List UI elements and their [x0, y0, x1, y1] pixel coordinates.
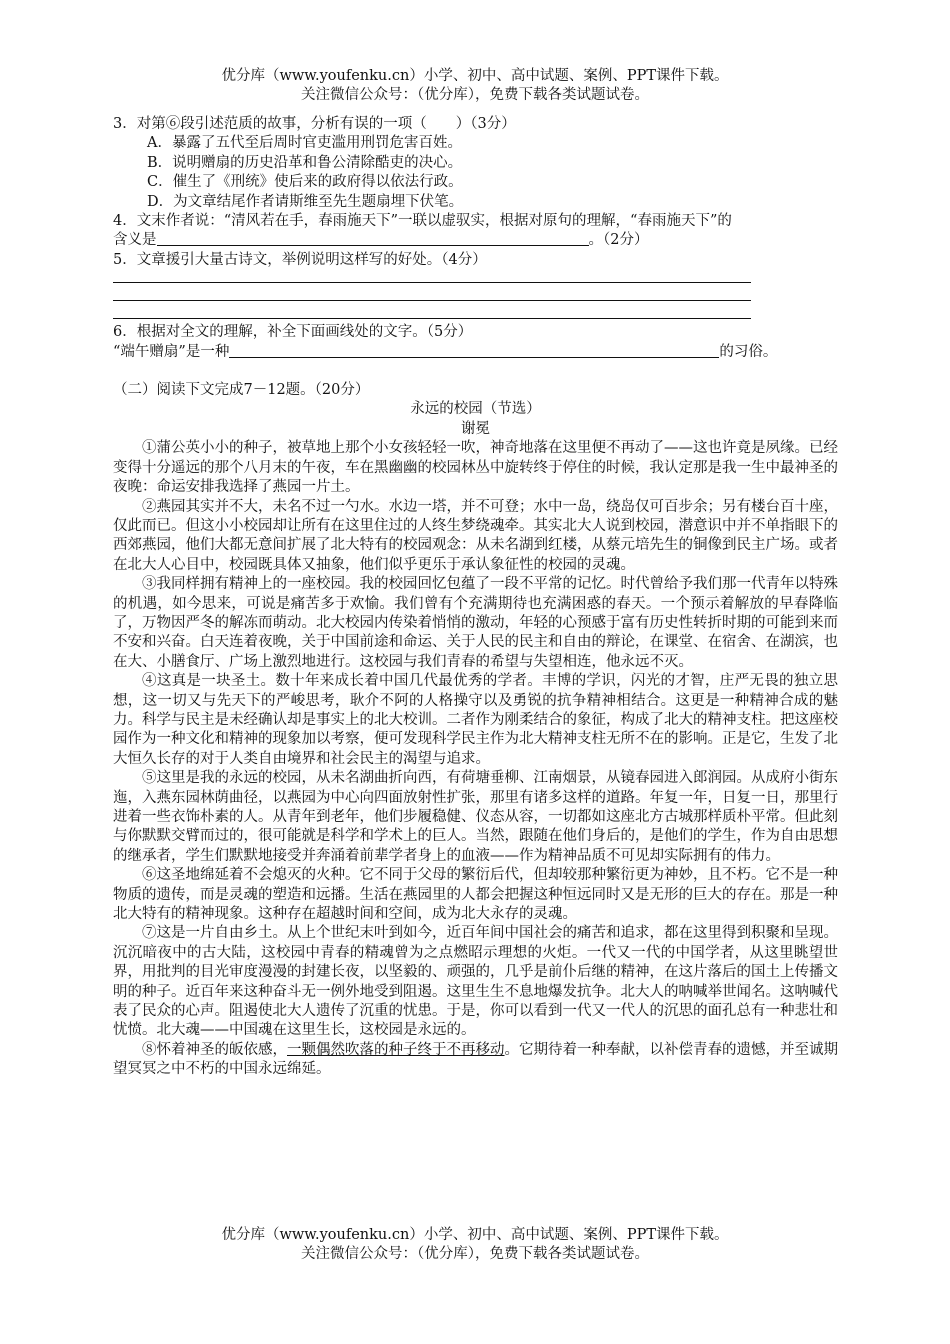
article-paragraph-4: ④这真是一块圣土。数十年来成长着中国几代最优秀的学者。丰博的学识，闪光的才智，庄严无畏的独立思想，这一切又与先天下的严峻思考，耿介不阿的人格操守以及勇锐的抗争精神相结合。这更是一种精神合成的魅力。科学与民主是未经确认却是事实上的北大校训。二者作为刚柔结合的象征，构成了北大的精神支柱。把这座校园作为一种文化和精神的现象加以考察，便可发现科学民主作为北大精神支柱无所不在的影响。正是它，生发了北大恒久长存的对于人类自由境界和社会民主的渴望与追求。 — [113, 673, 838, 767]
article-paragraph-2: ②燕园其实并不大，未名不过一勺水。水边一塔，并不可登；水中一岛，绕岛仅可百步余；另有楼台百十座，仅此而已。但这小小校园却让所有在这里住过的人终生梦绕魂牵。其实北大人说到校园，潜意识中并不单指眼下的西郊燕园，他们大都无意间扩展了北大特有的校园观念：从未名湖到红楼，从蔡元培先生的铜像到民主广场。或者在北大人心目中，校园既具体又抽象，他们似乎更乐于承认象征性的校园的灵魂。 — [113, 498, 838, 573]
article-author: 谢冕 — [461, 420, 490, 437]
header-line-2: 关注微信公众号：（优分库），免费下载各类试题试卷。 — [301, 87, 649, 103]
q3-option-c: C．催生了《刑统》使后来的政府得以依法行政。 — [147, 174, 463, 191]
article-paragraph-7: ⑦这是一片自由乡土。从上个世纪末叶到如今，近百年间中国社会的痛苦和追求，都在这里得到积聚和呈现。沉沉暗夜中的古大陆，这校园中青春的精魂曾为之点燃昭示理想的火炬。一代又一代的中国学者，从这里眺望世界，用批判的目光审度漫漫的封建长夜，以坚毅的、顽强的，几乎是前仆后继的精神，在这片落后的国土上传播文明的种子。近百年来这种奋斗无一例外地受到阻遏。这里生生不息地爆发抗争。北大人的呐喊举世闻名。这呐喊代表了民众的心声。阻遏使北大人遗传了沉重的忧患。于是，你可以看到一代又一代人的沉思的面孔总有一种悲壮和忧愤。北大魂——中国魂在这里生长，这校园是永远的。 — [113, 925, 838, 1039]
article-paragraph-6: ⑥这圣地绵延着不会熄灭的火种。它不同于父母的繁衍后代，但却较那种繁衍更为神妙，且不朽。它不是一种物质的遗传，而是灵魂的塑造和远播。生活在燕园里的人都会把握这种恒远同时又是无形的巨大的存在。那是一种北大特有的精神现象。这种存在超越时间和空间，成为北大永存的灵魂。 — [113, 867, 838, 923]
footer-line-1: 优分库（www.youfenku.cn）小学、初中、高中试题、案例、PPT课件下载。 — [221, 1227, 729, 1243]
page-header — [0, 67, 950, 105]
p8-prefix: ⑧怀着神圣的皈依感， — [142, 1041, 287, 1058]
q3-stem: 3．对第⑥段引述范质的故事，分析有误的一项（ ）（3分） — [113, 116, 516, 132]
q3-option-a: A．暴露了五代至后周时官吏滥用刑罚危害百姓。 — [147, 135, 462, 152]
q5-stem: 5．文章援引大量古诗文，举例说明这样写的好处。（4分） — [113, 251, 487, 268]
p8-underlined-sentence: 一颗偶然吹落的种子终于不再移动 — [287, 1041, 505, 1058]
section2-intro: （二）阅读下文完成7－12题。（20分） — [113, 382, 370, 399]
article-paragraph-3: ③我同样拥有精神上的一座校园。我的校园回忆包蕴了一段不平常的记忆。时代曾给予我们那一代青年以特殊的机遇，如今思来，可说是痛苦多于欢愉。我们曾有个充满期待也充满困惑的春天。一个预示着解放的早春降临了，万物因严冬的解冻而萌动。北大校园内传染着悄悄的激动，年轻的心预感于富有历史性转折时期的可能到来而不安和兴奋。白天连着夜晚，关于中国前途和命运、关于人民的民主和自由的辩论，在课堂、在宿舍、在湖滨，也在大、小膳食厅、广场上激烈地进行。这校园与我们青春的希望与失望相连，他永远不灭。 — [113, 576, 838, 670]
article-paragraph-1: ①蒲公英小小的种子，被草地上那个小女孩轻轻一吹，神奇地落在这里便不再动了——这也许竟是夙缘。已经变得十分遥远的那个八月末的午夜，车在黑幽幽的校园林丛中旋转终于停住的时候，我认定那是我一生中最神圣的夜晚：命运安排我选择了燕园一片土。 — [113, 440, 838, 496]
p8-suffix: 。它期待着一种奉献，以补偿青春的遗憾，并至诚期望冥冥之中不朽的中国永远绵延。 — [113, 1041, 838, 1078]
q4-line-2 — [113, 231, 838, 250]
q6-suffix: 的习俗。 — [719, 343, 778, 360]
header-line-1: 优分库（www.youfenku.cn）小学、初中、高中试题、案例、PPT课件下载。 — [221, 68, 729, 84]
article-paragraph-8 — [113, 1041, 838, 1080]
footer-line-2: 关注微信公众号：（优分库），免费下载各类试题试卷。 — [301, 1246, 649, 1262]
article-paragraph-5: ⑤这里是我的永远的校园，从未名湖曲折向西，有荷塘垂柳、江南烟景，从镜春园进入郎润园。从成府小街东迤，入燕东园林荫曲径，以燕园为中心向四面放射性扩张，那里有诸多这样的道路。年复一年，日复一日，那里行进着一些衣饰朴素的人。从青年到老年，他们步履稳健、仪态从容，一切都如这座北方古城那样质朴平常。但此刻与你默默交臂而过的，很可能就是科学和学术上的巨人。当然，跟随在他们身后的，是他们的学生，作为自由思想的继承者，学生们默默地接受并奔涌着前辈学者身上的血液——作为精神品质不可见却实际拥有的伟力。 — [113, 770, 838, 864]
q6-line — [113, 343, 838, 362]
q6-prefix: “端午赠扇”是一种 — [113, 343, 230, 360]
exam-content — [113, 115, 838, 1080]
q6-answer-blank[interactable] — [229, 343, 719, 358]
q3-option-d: D．为文章结尾作者请斯维至先生题扇埋下伏笔。 — [147, 193, 464, 210]
q3-option-b: B．说明赠扇的历史沿革和鲁公清除酷吏的决心。 — [147, 154, 463, 171]
page-footer — [0, 1226, 950, 1264]
q4-answer-blank[interactable] — [157, 231, 589, 246]
q6-stem: 6．根据对全文的理解，补全下面画线处的文字。（5分） — [113, 324, 473, 341]
article-title: 永远的校园（节选） — [410, 401, 541, 418]
q4-line-1: 4．文末作者说：“清风若在手，春雨施天下”一联以虚驭实，根据对原句的理解，“春雨施天下”的 — [113, 213, 732, 230]
q4-prefix: 含义是 — [113, 232, 157, 249]
q4-suffix: 。（2分） — [588, 232, 649, 249]
